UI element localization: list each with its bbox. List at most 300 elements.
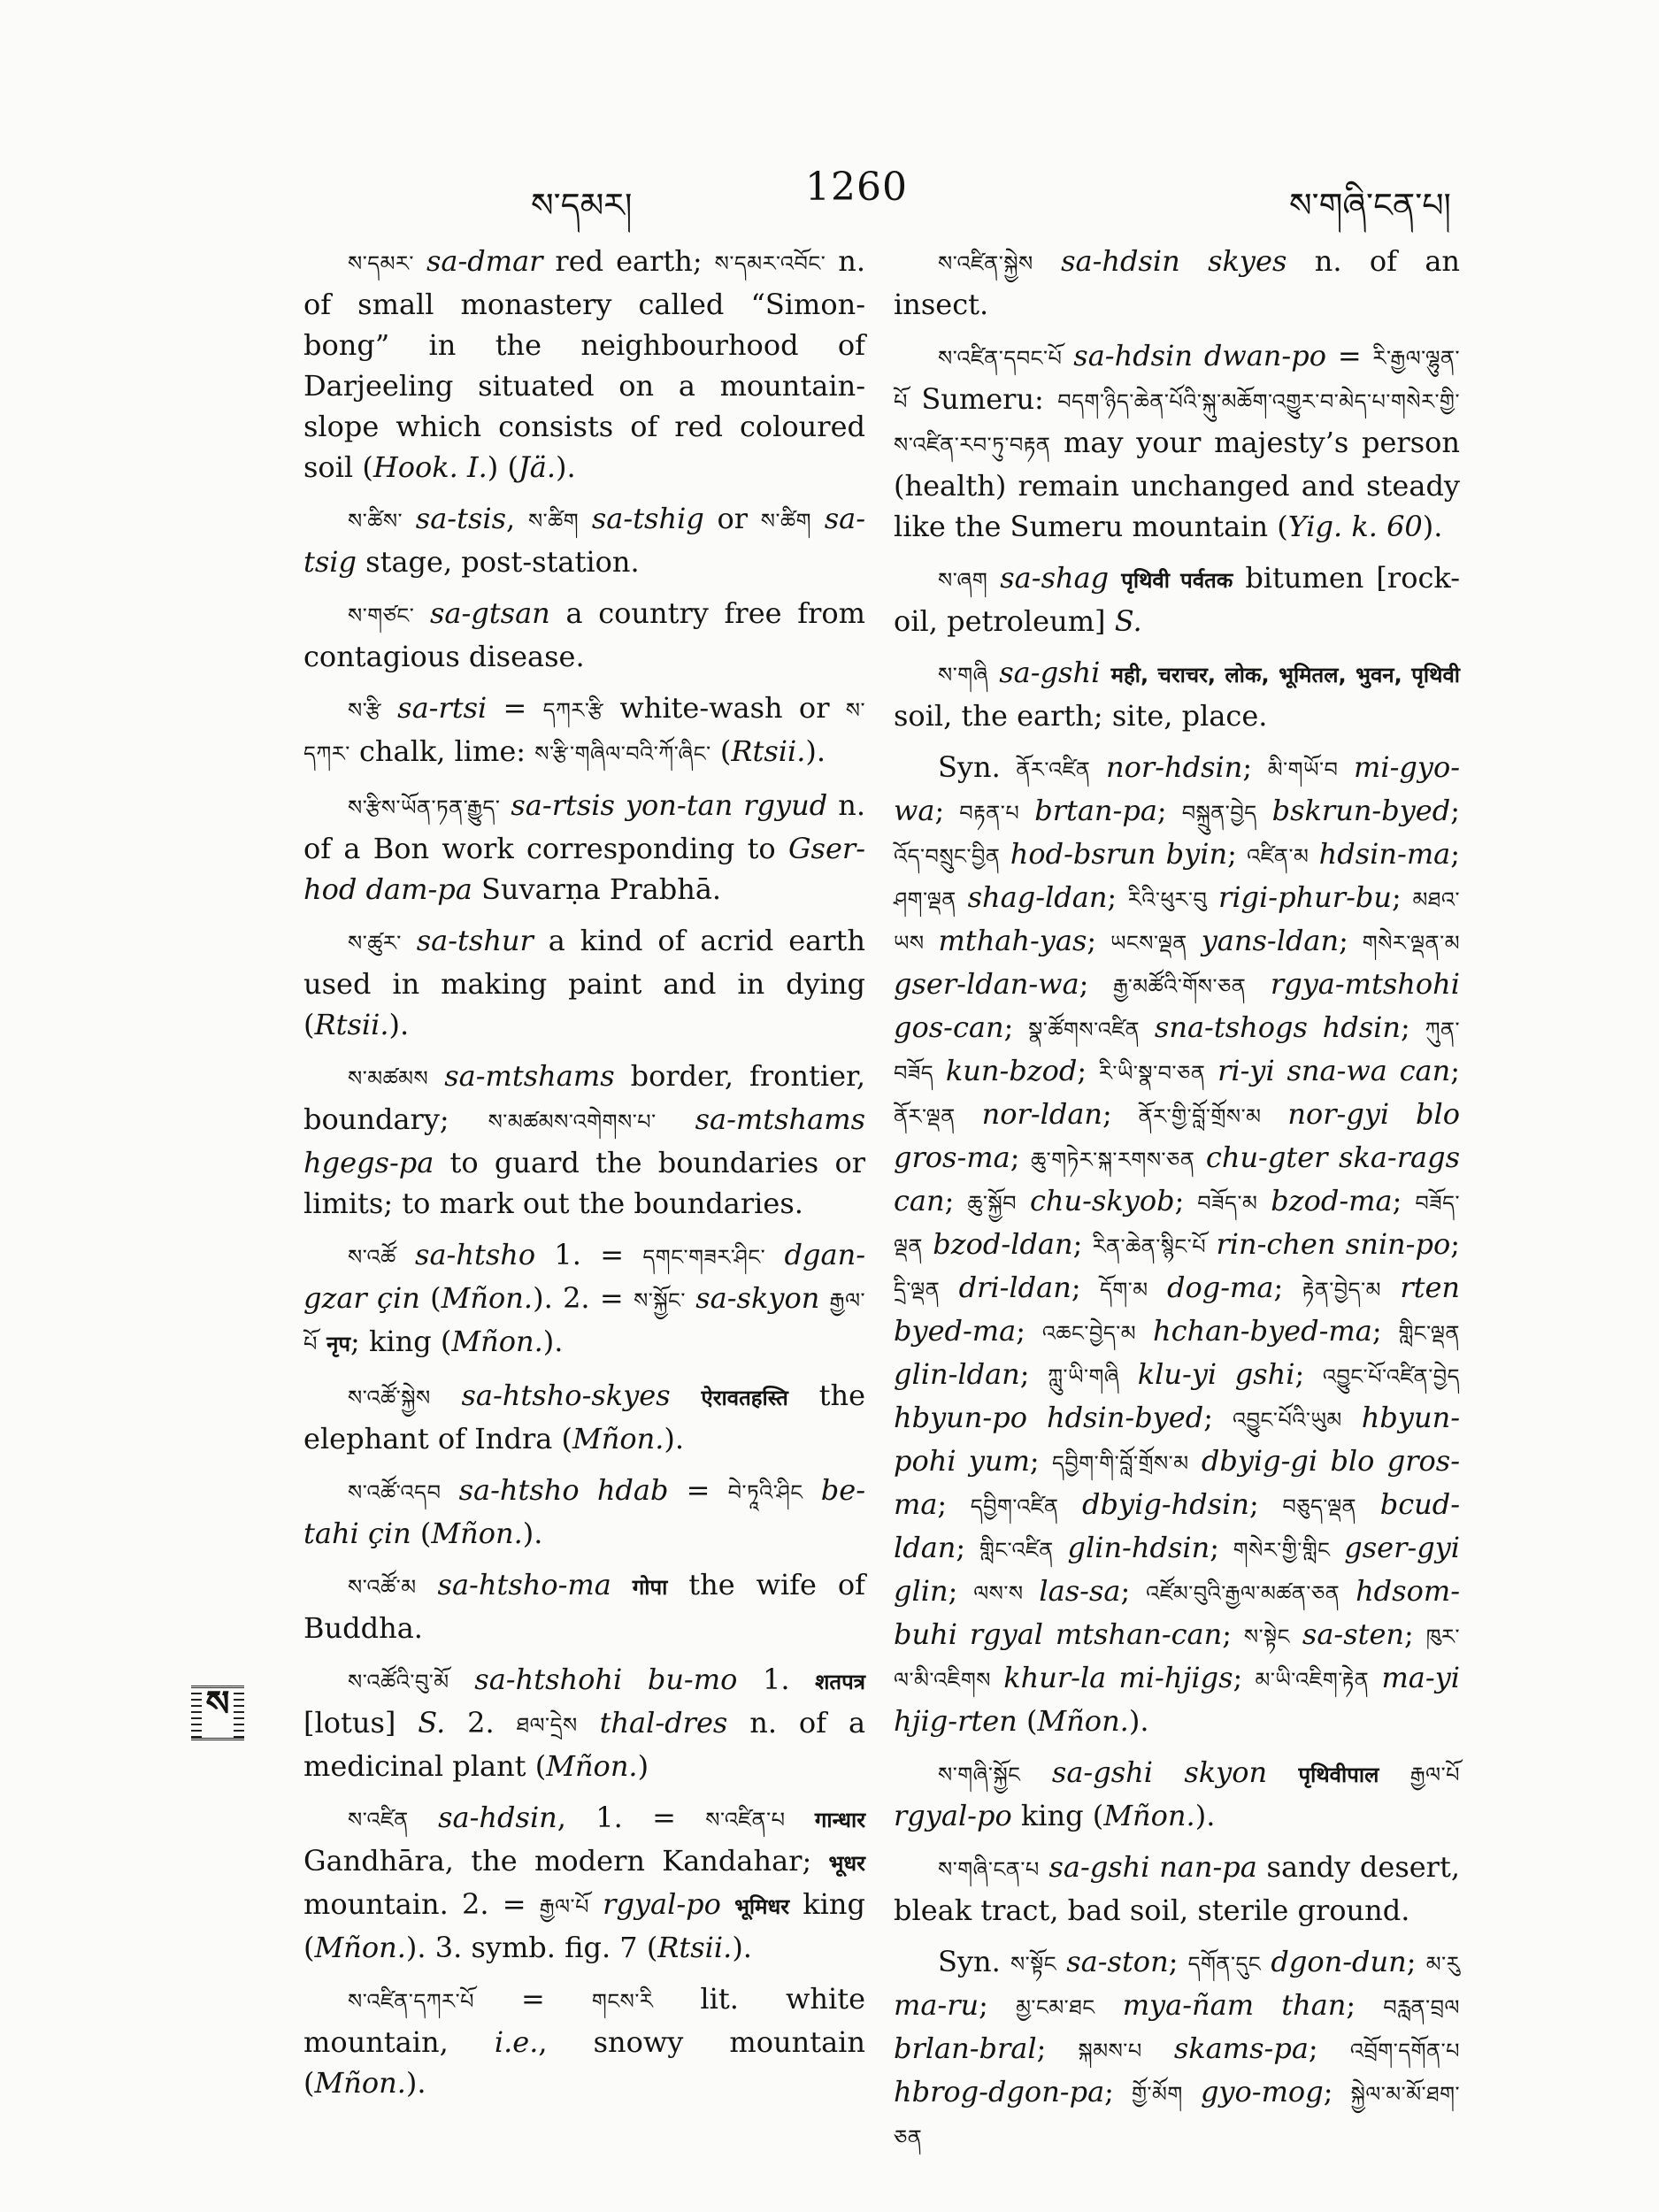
transliteration: sa-rtsi <box>380 691 488 725</box>
tibetan-text: ས་ཞག <box>938 568 988 593</box>
dictionary-entry <box>894 557 1460 641</box>
definition-text <box>318 1325 326 1358</box>
transliteration: rgyal-po <box>894 1799 1012 1832</box>
devanagari-text: पृथिवी पर्वतक <box>1121 568 1233 593</box>
tibetan-text: གླིང་འཛིན <box>979 1538 1054 1563</box>
transliteration: ri-yi sna-wa can <box>1205 1054 1451 1087</box>
transliteration: sa-htsho <box>396 1238 536 1271</box>
transliteration: dri-ldan <box>940 1271 1071 1304</box>
transliteration: las-sa <box>1023 1574 1121 1608</box>
definition-text: ; <box>944 1184 968 1217</box>
definition-text: soil, the earth; site, place. <box>894 699 1268 733</box>
transliteration: sa-gshi skyon <box>1020 1755 1268 1789</box>
definition-text: Syn. <box>938 750 1017 784</box>
tibetan-text: ས་ཚིག <box>760 509 812 534</box>
tibetan-text: དཀར་རྩི <box>542 698 604 723</box>
definition-text: a kind of acrid earth used in making paint and in dying ( <box>303 924 866 1041</box>
dictionary-entry <box>303 1978 865 2103</box>
definition-text: [lotus] <box>303 1706 419 1740</box>
source-reference: Mñon. <box>451 1325 543 1358</box>
definition-text <box>1100 656 1110 689</box>
definition-text: ). 2. = <box>533 1281 634 1315</box>
dictionary-entry <box>303 785 865 910</box>
transliteration: sa-hdsin <box>408 1801 557 1834</box>
tibetan-text: རྒྱལ་པོ <box>539 1894 589 1919</box>
definition-text: ; <box>1249 1487 1283 1521</box>
source-reference: Mñon. <box>431 1517 523 1550</box>
definition-text: chalk, lime: <box>349 734 535 768</box>
definition-text: n. of a Bon work corresponding to <box>303 788 866 865</box>
transliteration: nor-ldan <box>955 1097 1103 1131</box>
tibetan-text: གྱོ་མོག <box>1132 2082 1183 2107</box>
definition-text: ). <box>732 1931 752 1964</box>
definition-text <box>819 1281 829 1315</box>
source-reference: S. <box>418 1706 446 1740</box>
dictionary-entry <box>894 1847 1460 1931</box>
definition-text: ; <box>1371 1314 1399 1348</box>
tibetan-text: རྟེན་བྱེད་མ <box>1302 1278 1381 1302</box>
tibetan-text: སྣ་ཚོགས་འཛིན <box>1028 1018 1141 1042</box>
transliteration: rin-chen snin-po <box>1206 1227 1451 1261</box>
tibetan-text: འཛིན་མ <box>1247 844 1310 869</box>
definition-text: stage, post-station. <box>357 545 640 579</box>
transliteration: thal-dres <box>577 1706 728 1740</box>
definition-text: ; <box>1294 1357 1323 1391</box>
definition-text: ; <box>956 1531 979 1564</box>
tibetan-text: ནོར་འཛིན <box>1016 757 1091 782</box>
tibetan-text: བརྟན་པ <box>959 801 1020 826</box>
tibetan-text: རྒྱ་མཚོའི་གོས་ཅན <box>1113 974 1247 999</box>
definition-text: ) ( <box>487 450 518 484</box>
transliteration: sa-ston <box>1056 1945 1169 1978</box>
transliteration: hbrog-dgon-pa <box>894 2075 1105 2108</box>
source-reference: Mñon. <box>1037 1704 1129 1738</box>
definition-text: ; <box>1174 1184 1198 1217</box>
dictionary-entry <box>303 1375 865 1459</box>
transliteration: sa-rtsis yon-tan rgyud <box>500 788 828 822</box>
definition-text: ; <box>1071 1271 1100 1304</box>
definition-text: ; <box>1450 837 1461 871</box>
page-header <box>301 165 1478 225</box>
dictionary-entry <box>303 1659 865 1786</box>
transliteration: sa-htshohi bu-mo <box>449 1663 738 1696</box>
tibetan-text: ས་འཚོ་མ <box>348 1575 417 1600</box>
definition-text: ; <box>1120 1574 1147 1608</box>
tibetan-text: བེ་ཏཱའི་ཤིང <box>727 1480 803 1505</box>
header-left-headword: ས་དམར། <box>531 186 633 225</box>
transliteration: mya-ñam than <box>1094 1988 1347 2022</box>
transliteration: bzod-ldan <box>923 1227 1073 1261</box>
definition-text: ; <box>1339 924 1363 957</box>
transliteration: hbyun-pohi yum <box>894 1401 1461 1478</box>
definition-text: or <box>703 502 761 535</box>
definition-text: n. of small monastery called “Simon-bong” in the neighbourhood of Darjeeling situated on a mountain-slope which consists of red coloured soil ( <box>303 244 866 484</box>
transliteration: nor-gyi blo gros-ma <box>894 1097 1460 1174</box>
left-column <box>303 241 865 2114</box>
transliteration: skams-pa <box>1141 2032 1309 2065</box>
tibetan-text: མ་རུ <box>1425 1952 1461 1977</box>
devanagari-text: शतपत्र <box>815 1670 865 1694</box>
transliteration: nor-hdsin <box>1090 750 1243 784</box>
tibetan-text: དགོན་དུང <box>1187 1952 1262 1977</box>
tibetan-text: ཁུར་ལ་མི་འཇིགས <box>894 1624 1460 1693</box>
source-reference: Mñon. <box>1103 1799 1195 1832</box>
definition-text: Sumeru: <box>907 382 1058 416</box>
transliteration: hdsom-buhi rgyal mtshan-can <box>894 1574 1461 1651</box>
transliteration: be-tahi çin <box>303 1473 865 1550</box>
definition-text: ; <box>1401 1010 1425 1044</box>
source-reference: Mñon. <box>572 1422 664 1455</box>
tibetan-text: ས་མཚམས་འགེགས་པ་ <box>488 1110 657 1134</box>
tibetan-text: གངས་རི <box>591 1989 654 2014</box>
tibetan-text: ནོར་གྱི་བློ་གྲོས་མ <box>1138 1104 1262 1129</box>
tibetan-text: མི་གཡོ་བ <box>1267 757 1339 782</box>
tibetan-text: ས་འཛིན་སྐྱེས <box>938 251 1033 276</box>
definition-text: ; <box>1003 1010 1029 1044</box>
definition-text: n. of a medicinal plant ( <box>303 1706 866 1783</box>
tibetan-text: ས་སྟོང <box>1010 1952 1057 1977</box>
source-reference: Mñon. <box>441 1281 534 1315</box>
definition-text: ). <box>388 1008 410 1041</box>
definition-text: red earth; <box>542 244 715 278</box>
transliteration: glin-hdsin <box>1053 1531 1210 1564</box>
definition-text: a country free from contagious disease. <box>303 596 866 673</box>
definition-text: ; <box>1168 1945 1188 1978</box>
tibetan-text: འབྲོག་དགོན་པ <box>1349 2039 1461 2063</box>
tibetan-text: ས་གཞི་ངན་པ <box>938 1857 1040 1882</box>
dictionary-entry <box>303 241 865 488</box>
source-reference: Yig. k. 60 <box>1287 510 1423 543</box>
transliteration: ma-yi hjig-rten <box>894 1661 1460 1738</box>
definition-text: the wife of Buddha. <box>303 1568 866 1645</box>
definition-text: ; <box>1072 1227 1093 1261</box>
tibetan-text: འོད་བསྲུང་བྱིན <box>894 844 1001 869</box>
tibetan-text: ས་འཚོ་འདབ <box>348 1480 442 1505</box>
definition-text: king ( <box>1011 1799 1104 1832</box>
devanagari-text: ऐरावतहस्ति <box>701 1386 788 1410</box>
tibetan-text: རིའི་ཕུར་བུ <box>1127 887 1208 912</box>
tibetan-text: ས་གཞི་སྐྱོང <box>938 1763 1021 1787</box>
tibetan-text: བསྐྲུན་བྱེད <box>1181 801 1257 826</box>
transliteration: sa-sten <box>1290 1617 1405 1651</box>
definition-text: ; <box>1203 1401 1233 1434</box>
definition-text: ). <box>664 1422 685 1455</box>
source-reference: Rtsii. <box>314 1008 389 1041</box>
definition-text: ; <box>934 794 960 827</box>
definition-text: ; <box>1450 1054 1461 1087</box>
definition-text: ). <box>1128 1704 1149 1738</box>
tibetan-text: མཐའ་ཡས <box>894 887 1460 956</box>
transliteration: sa-tsig <box>303 502 866 579</box>
definition-text: ; <box>1273 1271 1302 1304</box>
definition-text: ; <box>1019 1357 1048 1391</box>
definition-text: mountain. 2. = <box>303 1887 540 1921</box>
dictionary-entry <box>894 241 1460 325</box>
definition-text: ; <box>1450 794 1460 827</box>
definition-text: , <box>506 502 528 535</box>
definition-text <box>1267 1755 1298 1789</box>
dictionary-entry <box>303 1564 865 1648</box>
dictionary-entry <box>303 1470 865 1554</box>
tibetan-text: སྐམས་པ <box>1078 2039 1142 2063</box>
definition-text: ; <box>1016 1314 1042 1348</box>
definition-text <box>611 1568 633 1601</box>
transliteration: ma-ru <box>894 1988 979 2022</box>
tibetan-text: གླིང་ལྡན <box>1398 1321 1460 1346</box>
devanagari-text: गोपा <box>632 1575 668 1600</box>
definition-text <box>1109 561 1121 595</box>
transliteration: sa-htsho-ma <box>416 1568 611 1601</box>
tibetan-text: དྲི་ལྡན <box>894 1278 941 1302</box>
tibetan-text: འཆང་བྱེད་མ <box>1041 1321 1137 1346</box>
devanagari-text: भूमिधर <box>734 1894 790 1919</box>
tibetan-text: ས་རྩི <box>348 698 381 723</box>
tibetan-text: དོག་མ <box>1099 1278 1148 1302</box>
definition-text: ; <box>1077 1054 1099 1087</box>
definition-text: ; <box>1308 2032 1350 2065</box>
transliteration: sa-gshi <box>987 656 1101 689</box>
tibetan-text: གསེར་ལྡན་མ <box>1362 931 1461 956</box>
definition-text: ). <box>556 450 576 484</box>
definition-text: ; <box>1392 1184 1416 1217</box>
tibetan-text: ས་མཚམས <box>348 1066 429 1091</box>
tibetan-text: ས་འཛིན་དབང་པོ <box>938 346 1063 371</box>
definition-text: to guard the boundaries or limits; to mark out the boundaries. <box>303 1146 865 1220</box>
definition-text: ; <box>1079 967 1114 1001</box>
transliteration: brlan-bral <box>894 2032 1037 2065</box>
tibetan-text: ཡངས་ལྡན <box>1110 931 1187 956</box>
tibetan-text: ས་གཞི <box>938 663 988 687</box>
transliteration: rgya-mtshohi gos-can <box>894 967 1460 1044</box>
definition-text: = <box>487 691 543 725</box>
tibetan-text: ས་འཛིན་པ <box>705 1808 786 1832</box>
definition-text: ; <box>1346 1988 1384 2022</box>
transliteration: sna-tshogs hdsin <box>1140 1010 1402 1044</box>
transliteration: dbyig-gi blo gros-ma <box>894 1444 1461 1521</box>
devanagari-text: पृथिवीपाल <box>1298 1763 1379 1787</box>
definition-text: sandy desert, bleak tract, bad soil, sterile ground. <box>894 1850 1460 1927</box>
tibetan-text: ལས་ས <box>973 1581 1024 1606</box>
transliteration: mthah-yas <box>924 924 1087 957</box>
tibetan-text: ས་ཚུར་ <box>348 931 402 956</box>
tibetan-text: བདག་ཉིད་ཆེན་པོའི་སྐུ་མཆོག་འགྱུར་བ་མེད་པ་གསེར་གྱི་ས་འཛིན་རབ་ཏུ་བརྟན <box>894 389 1460 457</box>
definition-text: ). <box>542 1325 564 1358</box>
definition-text: ; <box>937 1487 971 1521</box>
transliteration: sa-mtshams hgegs-pa <box>303 1102 866 1179</box>
devanagari-text: भूधर <box>828 1851 865 1876</box>
tibetan-text: བརླན་བྲལ <box>1383 1995 1460 2020</box>
transliteration: bzod-ma <box>1257 1184 1393 1217</box>
tibetan-text: དབྱིག་འཛིན <box>970 1494 1059 1519</box>
source-reference: Mñon. <box>314 1931 406 1964</box>
definition-text: 1. <box>737 1663 816 1696</box>
margin-letter-mark: ས <box>191 1686 244 1740</box>
definition-text: ; <box>1107 880 1128 914</box>
tibetan-text: ཀུན་བཟོད <box>894 1018 1461 1086</box>
definition-text: , snowy mountain ( <box>303 2025 866 2100</box>
source-reference: S. <box>1114 604 1142 638</box>
dictionary-entry <box>894 652 1460 736</box>
tibetan-text: ས་འཛིན <box>348 1808 409 1832</box>
definition-text: Suvarṇa Prabhā. <box>472 872 722 906</box>
dictionary-entry <box>303 920 865 1045</box>
tibetan-text: ས་ཚིས་ <box>348 509 403 534</box>
definition-text: ; <box>1029 1444 1052 1478</box>
transliteration: sa-htsho-skyes <box>430 1379 671 1412</box>
right-column <box>894 241 1460 2169</box>
tibetan-text: ཆུ་སྐྱོབ <box>967 1191 1018 1216</box>
definition-text: ). <box>1422 510 1443 543</box>
transliteration: khur-la mi-hjigs <box>991 1661 1233 1694</box>
dictionary-entry <box>303 593 865 677</box>
definition-text: 1. = <box>535 1238 643 1271</box>
definition-text: ; <box>1323 2075 1351 2108</box>
tibetan-text: སྐྱེལ་མ་མོ་ཐག་ཅན <box>894 2082 1461 2150</box>
definition-text: ). <box>405 2066 426 2100</box>
definition-text: ; <box>1391 880 1413 914</box>
tibetan-text: དགང་གཟར་ཤིང་ <box>642 1245 766 1270</box>
tibetan-text: རྒྱལ་པོ <box>303 1288 866 1356</box>
definition-text <box>671 1379 702 1412</box>
definition-text: ( <box>710 734 732 768</box>
transliteration: sa-tsis <box>403 502 507 535</box>
page-number: 1260 <box>805 165 908 210</box>
definition-text: bitumen [rock-oil, petroleum] <box>894 561 1461 638</box>
transliteration: sa-htsho hdab <box>441 1473 669 1507</box>
definition-text: white-wash or <box>603 691 846 725</box>
definition-text: 2. <box>445 1706 517 1740</box>
source-reference: Rtsii. <box>731 734 806 768</box>
definition-text: = <box>474 1982 592 2016</box>
tibetan-text: ས་སྐྱོང་ <box>634 1288 686 1313</box>
definition-text <box>721 1887 734 1921</box>
tibetan-text: ས་ཚིག <box>527 509 580 534</box>
definition-text: ; <box>1406 1945 1426 1978</box>
tibetan-text: ནོར་ལྡན <box>894 1104 956 1129</box>
definition-text: = <box>1325 339 1373 373</box>
definition-text: ; <box>948 1574 974 1608</box>
definition-text: ; <box>1010 1141 1032 1174</box>
transliteration: hdsin-ma <box>1309 837 1451 871</box>
transliteration: dgon-dun <box>1261 1945 1407 1978</box>
definition-text: may your majesty’s person (health) remain unchanged and steady like the Sumeru mountain ( <box>894 426 1460 543</box>
source-reference: Rtsii. <box>657 1931 733 1964</box>
transliteration: brtan-pa <box>1019 794 1157 827</box>
transliteration: Gser-hod dam-pa <box>303 832 865 906</box>
tibetan-text: ས་འཛིན་དཀར་པོ <box>348 1989 474 2014</box>
definition-text: ( <box>1017 1704 1038 1738</box>
tibetan-text: ས་སྟེང <box>1243 1624 1290 1649</box>
dictionary-entry <box>303 1797 865 1968</box>
transliteration: dog-ma <box>1148 1271 1274 1304</box>
transliteration: dgan-gzar çin <box>303 1238 866 1315</box>
devanagari-text: गान्धार <box>814 1808 866 1832</box>
tibetan-text: རིན་ཆེན་སྙིང་པོ <box>1092 1234 1207 1259</box>
tibetan-text: འབྱུང་པོའི་ཡུམ <box>1233 1408 1342 1432</box>
definition-text: ; <box>1222 1617 1244 1651</box>
tibetan-text: བཟོད་མ <box>1197 1191 1258 1216</box>
tibetan-text: བཅུད་ལྡན <box>1282 1494 1357 1519</box>
tibetan-text: འབྱུང་པོ་འཛིན་བྱེད <box>1322 1364 1461 1389</box>
tibetan-text: ས་རྩི་གཞིལ་བའི་ཀོ་ཞིང་ <box>534 741 711 766</box>
transliteration: mi-gyo-wa <box>894 750 1461 827</box>
definition-text: lit. white mountain, <box>303 1982 865 2059</box>
definition-text: ; <box>1156 794 1182 827</box>
tibetan-text: ས་དམར་འབོང་ <box>714 251 826 276</box>
transliteration: sa-dmar <box>413 244 543 278</box>
tibetan-text: རྒྱལ་པོ <box>1409 1763 1460 1787</box>
devanagari-text: मही, चराचर, लोक, भूमितल, भुवन, पृथिवी <box>1110 663 1460 687</box>
transliteration: rgyal-po <box>588 1887 721 1921</box>
definition-text: ; <box>1404 1617 1426 1651</box>
definition-text: Gandhāra, the modern Kandahar; <box>303 1844 829 1878</box>
tibetan-text: ས་དཀར་ <box>303 698 866 766</box>
source-reference: Mñon. <box>314 2066 406 2100</box>
transliteration: yans-ldan <box>1187 924 1340 957</box>
definition-text: king ( <box>303 1887 865 1964</box>
definition-text: Syn. <box>938 1945 1010 1978</box>
transliteration: chu-skyob <box>1017 1184 1175 1217</box>
definition-text: border, frontier, boundary; <box>303 1059 865 1136</box>
definition-text: ). <box>1194 1799 1216 1832</box>
transliteration: chu-gter ska-rags can <box>894 1141 1461 1217</box>
transliteration: sa-skyon <box>685 1281 820 1315</box>
transliteration: sa-shag <box>987 561 1110 595</box>
transliteration: sa-gshi nan-pa <box>1039 1850 1257 1884</box>
definition-text: ; <box>1450 1227 1461 1261</box>
transliteration: kun-bzod <box>933 1054 1078 1087</box>
transliteration: sa-hdsin skyes <box>1033 244 1287 278</box>
dictionary-entry <box>303 687 865 774</box>
definition-text: the elephant of Indra ( <box>303 1379 866 1455</box>
tibetan-text: རི་ཡི་སྣ་བ་ཅན <box>1098 1061 1206 1086</box>
definition-text: ; <box>1102 1097 1139 1131</box>
definition-text: ). <box>805 734 826 768</box>
definition-text <box>1379 1755 1409 1789</box>
dictionary-entry <box>303 1056 865 1224</box>
transliteration: gser-gyi glin <box>894 1531 1461 1608</box>
definition-text: , 1. = <box>557 1801 706 1834</box>
tibetan-text: ས་གཙང་ <box>348 603 415 628</box>
dictionary-entry <box>894 335 1460 547</box>
definition-text: = <box>668 1473 728 1507</box>
dictionary-entry <box>894 1752 1460 1836</box>
source-reference: Mñon. <box>546 1749 638 1783</box>
transliteration: rigi-phur-bu <box>1207 880 1392 914</box>
transliteration: shag-ldan <box>956 880 1108 914</box>
synonym-list <box>894 747 1460 1741</box>
transliteration: sa-gtsan <box>414 596 550 630</box>
tibetan-text: ས་དམར་ <box>348 251 414 276</box>
definition-text: n. of an insect. <box>894 244 1461 321</box>
tibetan-text: བཟོད་ལྡན <box>894 1191 1461 1259</box>
transliteration: hchan-byed-ma <box>1136 1314 1372 1348</box>
definition-text: ; <box>1087 924 1111 957</box>
transliteration: sa-tshig <box>579 502 704 535</box>
transliteration: gyo-mog <box>1182 2075 1324 2108</box>
devanagari-text: नृप <box>326 1332 351 1356</box>
tibetan-text: ཤག་ལྡན <box>894 887 956 912</box>
tibetan-text: ས་རྩིས་ཡོན་ཏན་རྒྱུད་ <box>348 795 501 820</box>
tibetan-text: ས་འཚོ <box>348 1245 396 1270</box>
source-reference: i.e. <box>494 2025 539 2059</box>
transliteration: bcud-ldan <box>894 1487 1461 1564</box>
tibetan-text: འཛོམ་བུའི་རྒྱལ་མཚན་ཅན <box>1146 1581 1340 1606</box>
definition-text: ). <box>522 1517 543 1550</box>
definition-text: ; <box>979 1988 1017 2022</box>
definition-text <box>786 1801 815 1834</box>
definition-text: ( <box>419 1281 442 1315</box>
